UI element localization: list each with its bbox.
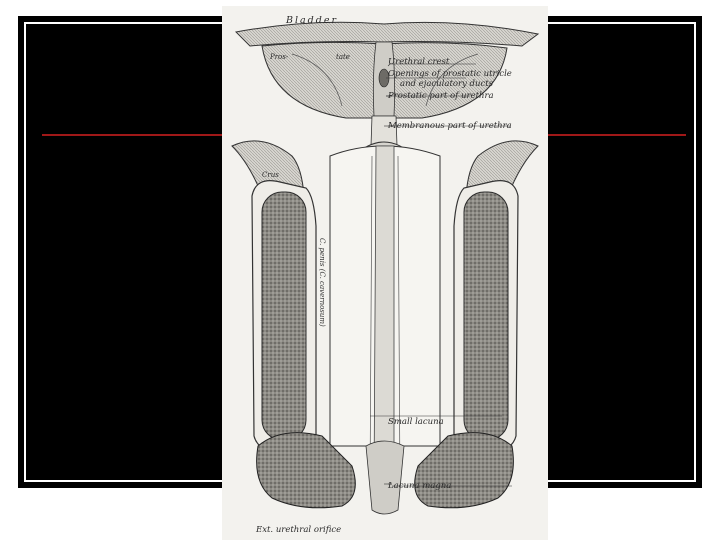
fossa-navicularis bbox=[366, 441, 404, 514]
label-openings-line2: and ejaculatory ducts bbox=[400, 79, 493, 89]
label-crus: Crus bbox=[262, 171, 279, 179]
label-corpus-vertical: C. penis (C. cavernosum) bbox=[318, 238, 326, 327]
label-bladder: Bladder bbox=[286, 15, 339, 26]
anatomy-figure bbox=[222, 6, 548, 540]
label-small-lacuna: Small lacuna bbox=[388, 417, 444, 427]
penile-urethra bbox=[374, 146, 394, 486]
label-openings-line1: Openings of prostatic utricle bbox=[388, 69, 512, 79]
label-lacuna-magna: Lacuna magna bbox=[388, 481, 452, 491]
urethra-illustration bbox=[222, 6, 548, 540]
label-prostatic-part: Prostatic part of urethra bbox=[388, 91, 494, 101]
label-prostate-right: tate bbox=[336, 53, 350, 61]
label-urethral-crest: Urethral crest bbox=[388, 57, 450, 67]
label-prostate-left: Pros- bbox=[270, 53, 289, 61]
label-ext-urethral-orifice: Ext. urethral orifice bbox=[256, 525, 342, 535]
label-membranous-part: Membranous part of urethra bbox=[388, 121, 512, 131]
